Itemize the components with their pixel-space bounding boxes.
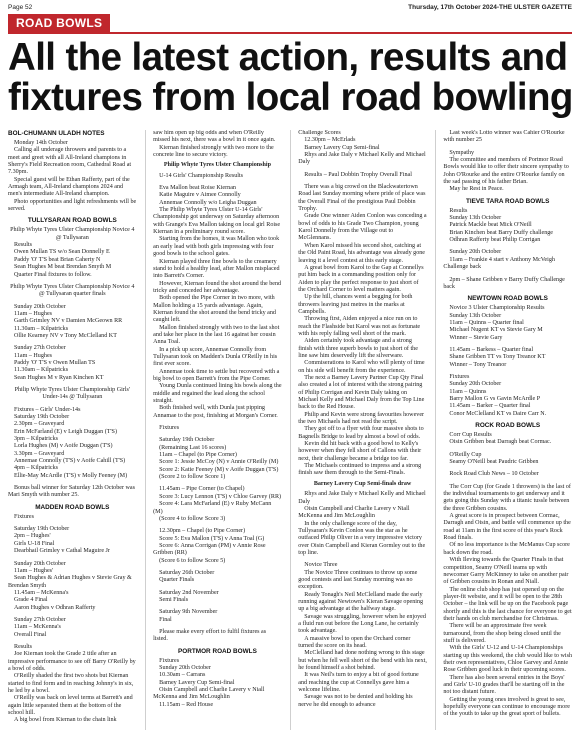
col2-text: Saturday 26th October	[159, 569, 215, 576]
col4-text: There will be an approximate five week turnaround, from the shop being closed until the stuff is delivered.	[443, 623, 561, 644]
column-2	[153, 130, 282, 730]
col2-text: Kiernan finished strongly with two more to the concrete line to secure victory.	[153, 144, 274, 159]
col2-text: Kiernan played three fine bowls to the creamery stand to hold a healthy lead, after Mallon misplaced into Barrett's Corner.	[153, 258, 280, 280]
col2-text: (Remaining Last 16 scores)	[159, 444, 227, 451]
col1-text: Dearbhail Grimley v Cathal Maguire Jr	[14, 548, 110, 555]
col3-text: Challenge Scores	[298, 130, 341, 136]
col3-text: A great bowl from Karol to the Gap at Connellys put him back in a commanding position only for Aiden to play the perfect response to just short of the Orchard Corner to level matters again.	[298, 264, 424, 293]
col4-text: Rock Road Club News – 10 October	[449, 471, 539, 478]
col1-text: Philip Whyte Tyres Ulster Championship Girls' Under-14s @ Tullysaran	[14, 386, 130, 401]
col1-text: Joe Kiernan took the Grade 2 title after an impressive performance to see off Barry O'Reilly by a bowl of odds.	[8, 651, 136, 672]
col4-text: Winner – Tony Treanor	[449, 361, 507, 368]
col4-text: Fixtures	[449, 373, 470, 380]
col1-text: Saturday 19th October	[14, 414, 70, 420]
col2-text: Score 3: Lucy Lennon (T'S) v Chloe Garvey (RR)	[159, 493, 282, 500]
col4-text: Michael Nugent KT vs Stevie Gary M	[449, 327, 543, 334]
col4-text: Odhran Rafferty beat Philip Corrigan	[449, 237, 541, 244]
col2-text: Score 2: Katie Feeney (M) v Aoife Duggan (T'S)	[159, 466, 279, 473]
col2-text: Mallon finished strongly with two to the last shot and take her place in the last 16 against her cousin Anna Toal.	[153, 324, 280, 346]
col1-text: Fixtures – Girls' Under-14s	[14, 406, 81, 413]
col1-text: 11.30am – Kilpatricks	[14, 325, 69, 332]
column-1	[8, 130, 137, 730]
col1-text: Philip Whyte Tyres Ulster Championship Novice 4 @ Tullysaran	[10, 227, 135, 241]
col1-text: 3pm – Kilpatricks	[14, 436, 59, 443]
col2-text: (Score 6 to follow Score 5)	[159, 557, 226, 564]
col3-text: Rhys and Jake Daly v Michael Kelly and Michael Daly	[298, 152, 426, 166]
col2-text: However, Kiernan found the shot around the bend tricky and conceded her advantage.	[153, 280, 282, 294]
col2-text: (Score 4 to follow Score 3)	[159, 515, 226, 522]
col2-text: saw him open up big odds and when O'Reilly missed his next, there was a bowl in it once again.	[153, 130, 276, 144]
col2-text: 11.45am – Pipe Corner (to Chapel)	[159, 486, 245, 493]
col1-text: Paddy 'O' T'S beat Brian Caherty N	[14, 256, 101, 263]
section-rule	[8, 32, 572, 34]
col1-text: A big bowl from Kiernan to the chain link	[14, 717, 117, 724]
col3-text: Commiserations to Karol who will plenty of time on his side will benefit from the experience.	[298, 360, 425, 374]
col4-text: Of no less importance is the McManus Cup score back down the road.	[443, 542, 570, 556]
col2-text: Young Dunla continued lining his bowls along the middle and regained the lead along the school straight.	[153, 383, 282, 405]
col2-text: Barney Lavery Cup Semi-final	[159, 679, 235, 686]
col3-text: 12.30pm – McErlads	[304, 137, 356, 144]
col2-text: Score 4: Lara McFarland (E) v Ruby McCann (M)	[153, 501, 272, 515]
col4-text: The Corr Cup (for Grade 1 throwers) is the last of the individual tournaments to get underway and it gets going this Sunday with a titanic tussle between the three Gribben cousins.	[443, 483, 571, 512]
column-3	[298, 130, 427, 730]
col2-text: Saturday 2nd November	[159, 589, 219, 596]
col3-text: In the only challenge score of the day, Tullysaran's Kevin Conlon was the star as he outfaced Philip Oliver in a very impressive victory over Oisin Campbell and Kieran Gormley out to the top line.	[298, 520, 426, 556]
col1-text: O'Reilly was back on level terms at Barrett's and again little separated them at the bottom of the school hill.	[8, 695, 133, 717]
col1-text: 11am – Hughes	[14, 310, 53, 317]
col2-text: Eva Mallon beat Roise Kiernan	[159, 185, 236, 192]
col1-text: 2.30pm – Graveyard	[14, 421, 65, 428]
col4-text: 11am – Quinns – Quarter final	[449, 319, 524, 326]
col2-text: Semi Finals	[159, 596, 189, 603]
col4-text: Sunday 13th October	[449, 215, 502, 222]
col3-text: Kevin did hit back with a good bowl to Kelly's however when they fell short of Callons with their next, their challenge became a bridge too far.	[298, 441, 422, 462]
heading-bol-chumann: BOL-CHUMANN ULADH NOTES	[8, 130, 105, 137]
col4-text: 11am – Frankie 4 start v Anthony McVeigh Challenge back	[443, 256, 555, 271]
col3-text: The Michaels continued to impress and a strong finish saw them through to the Semi-Finals.	[298, 463, 422, 477]
col2-text: Saturday 9th November	[159, 609, 218, 616]
col1-text: Calling all underage throwers and parents to a meet and greet with all All-Ireland champions in Sherry's Field Recreation room, Cathedral Road at 7.30pm.	[8, 147, 132, 176]
col4-text: Barry Mallon G vs Gavin McArdle P	[449, 395, 541, 402]
col1-text: Philip Whyte Tyres Ulster Championship Novice 4 @ Tullysaran quarter finals	[10, 283, 135, 298]
col3-text: Rhys and Jake Daly v Michael Kelly and Michael Daly	[298, 491, 426, 505]
headline-line-2: fixtures from local road bowling	[8, 76, 573, 119]
page-header	[8, 2, 572, 12]
col2-text: Annemae took time to settle but recovered with a big bowl to open Barrett's from the Pipe Corner.	[153, 368, 280, 382]
col3-text: A massive bowl to open the Orchard corner turned the score on its head.	[298, 635, 411, 650]
col1-text: Sean Hughes M beat Brendan Smyth M	[14, 264, 112, 271]
col4-text: Corr Cup Results	[449, 432, 492, 438]
col1-text: Results	[14, 643, 32, 650]
headline-line-1: All the latest action, results and	[8, 36, 568, 79]
col2-text: 10.30am – Carrans	[159, 672, 206, 679]
col3-text: Philip and Kevin were strong favourites however the two Michaels had not read the script.	[298, 411, 425, 426]
col1-text: Erin McFarland (E) v Leigh Duggan (T'S)	[14, 428, 117, 435]
col3-text: Savage was not to be denied and holding his nerve he did enough to advance	[298, 694, 413, 708]
col4-text: Oisin Gribben beat Darragh beat Cormac.	[449, 439, 552, 446]
col1-text: Girls U-18 Final	[14, 540, 55, 547]
col3-text: There was a big crowd on the Blackwatertown Road last Sunday morning where pride of place was the Overall Final of the prestigious Paul Dobbin Trophy.	[298, 184, 426, 213]
col3-text: Barney Lavery Cup Semi-final	[304, 144, 380, 151]
col3-text: The Novice Three continues to throw up some good contests and last Sunday morning was no exception.	[298, 569, 418, 591]
col2-text: U-14 Girls' Championship Results	[159, 172, 243, 179]
col1-text: Bonus ball winner for Saturday 12th October was Mari Smyth with number 25.	[8, 485, 136, 499]
col1-text: Overall Final	[14, 631, 47, 638]
column-divider	[435, 130, 436, 730]
col3-text: Savage was struggling, however when he enjoyed a fluid run out before the Long Lane, he certainly took advantage.	[298, 613, 426, 635]
col1-text: Aaron Hughes v Odhran Rafferty	[14, 604, 96, 611]
heading-madden: MADDEN ROAD BOWLS	[35, 503, 110, 511]
col4-text: Shane Gribben TT vs Tony Treanor KT	[449, 354, 546, 361]
col2-text: Saturday 19th October	[159, 437, 215, 444]
col1-text: Sunday 27th October	[14, 616, 66, 623]
col1-text: Monday 14th October	[14, 140, 68, 146]
col1-text: Sean Hughes & Adrian Hughes v Stevie Gray & Brendan Smyth	[8, 575, 132, 589]
col1-text: 2pm – Hughes'	[14, 533, 51, 540]
heading-portmor: PORTMOR ROAD BOWLS	[178, 647, 257, 655]
col1-text: Sunday 20th October	[14, 560, 66, 567]
headline	[8, 38, 572, 118]
col2-text: Both finished well, with Dunla just pipping Annamae to the post, finishing at Morgan's Corner.	[153, 405, 278, 419]
column-divider	[145, 130, 146, 730]
col2-text: In a pick up score, Annemae Connolly from Tullysaran took on Madden's Dunla O'Reilly in his first ever score.	[153, 346, 278, 368]
col3-text: Aiden certainly took advantage and a strong finish with three superb bowls to just short of the line saw him deservedly lift the silverware.	[298, 338, 418, 359]
col1-text: 11.45am – McKenna's	[14, 589, 69, 596]
col4-text: Novice 3 Ulster Championship Results	[449, 305, 545, 312]
col1-text: Ellie-May McArdle (T'S) v Molly Feeney (M)	[14, 472, 128, 479]
col1-text: 11am – Hughes	[14, 352, 53, 359]
col1-text: Saturday 19th October	[14, 526, 70, 533]
col3-text: Results – Paul Dobbin Trophy Overall Final	[304, 171, 412, 178]
col1-text: 11am – Hughes'	[14, 567, 54, 574]
col1-text: Garth Grimley NV v Damien McGeown RR	[14, 318, 123, 325]
col4-text: The committee and members of Portmor Road Bowls would like to offer their sincere sympathy to John O'Rourke and the entire O'Rourke family on the sad passing of his father Brian.	[443, 157, 569, 186]
col3-text: They got off to a flyer with four massive shots to Bagnells Bridge to lead by almost a bowl of odds.	[298, 426, 424, 440]
col1-text: 4pm – Kilpatricks	[14, 465, 59, 472]
column-4	[443, 130, 572, 730]
col4-text: With the Girls' U-12 and U-14 Championships starting up this weekend, the club would like to wish their own representatives, Chloe Garvey and Annie Rose Gribben good luck in their upcoming scores.	[443, 645, 572, 674]
col4-text: The online club shop has just opened up on the player-fit website, and it will be open to the 28th October – the link will be up on the Facebook page shortly and this is the last chance for everyone to get their hands on club merchandise for Christmas.	[443, 586, 572, 622]
col3-text: Oisin Campbell and Charlie Lavery v Niall McKenna and Jim McLoughlin	[298, 505, 410, 520]
col2-text: Oisin Campbell and Charlie Lavery v Niall McKenna and Jim McLoughlin	[153, 687, 265, 701]
heading-newtown: NEWTOWN ROAD BOWLS	[467, 295, 548, 303]
col3-text: Throwing first, Aiden enjoyed a nice run on to reach the Flashside but Karol was not as fortunate with his reply falling well short of the mark.	[298, 316, 421, 337]
col2-text: Score 6: Anna Corrigan (PM) v Annie Rose Gribben (RR)	[153, 542, 266, 557]
col2-text: Please make every effort to fulfil fixtures as listed.	[153, 628, 267, 643]
col3-text: Up the hill, chances went a begging for both throwers leaving just metres in the marks at Campbells.	[298, 294, 413, 315]
col2-text: Annemae Connolly w/o Leigha Duggan	[159, 199, 257, 206]
issue-date: Thursday, 17th October 2024-THE ULSTER GAZETTE	[408, 3, 572, 11]
col2-text: The Philip Whyte Tyres Ulster U-14 Girls' Championship got underway on Saturday afternoon with Grange's Eva Mallon taking on local girl Roise Kiernan in a preliminary round score.	[153, 207, 281, 236]
col2-text: Katie Maguire v Aimee Connolly	[159, 192, 241, 199]
col2-text: Both opened the Pipe Corner in two more, with Mallon holding a 15 yards advantage. Again, Kiernan found the shot around the bend tricky and caught left.	[153, 295, 276, 324]
page-number: Page 52	[8, 3, 33, 11]
col3-text: It was Neil's turn to enjoy a bit of good fortune and reaching the cup at Connellys gave him a welcome lifeline.	[298, 672, 419, 694]
col1-text: Grade 4 Final	[14, 597, 48, 604]
col2-text: Starting from the homes, it was Mallon who took an early lead with both girls impressing with four good bowls to the school gates.	[153, 236, 280, 258]
col1-text: 3.30pm – Graveyard	[14, 450, 65, 457]
col2-text: Fixtures	[159, 425, 180, 432]
col1-text: 11am – McKenna's	[14, 624, 61, 631]
col2-text: 11am – Chapel (to Pipe Corner)	[159, 452, 237, 459]
col2-text: 11.15am – Red House	[159, 701, 214, 708]
heading-rock-road: ROCK ROAD BOWLS	[475, 422, 541, 429]
col3-text: Novice Three	[304, 562, 338, 569]
col1-text: Sean Hughes M v Ryan Kinchen KT	[14, 374, 104, 381]
col1-text: O'Reilly shaded the first two shots but Kiernan started to find form and in reaching Johnny's in six, he led by a bowl.	[8, 673, 134, 694]
col3-text: When Karol missed his second shot, catching at the Old Paint Road, his advantage was already gone leaving it a level contest at this early stage.	[298, 242, 425, 264]
col4-text: With Ileving towards the Quarter Finals in that competition, Seamy O'Neill teams up with newcomer Garry McKinney to take on another pair of Gribben cousins in Ronan and Niall.	[443, 557, 569, 586]
heading-tieve-tara: TIEVE TARA ROAD BOWLS	[465, 197, 550, 205]
col4-text: Conor McClelland KT vs Daire Carr N.	[449, 410, 547, 417]
heading-tullysaran: TULLYSARAN ROAD BOWLS	[27, 217, 117, 225]
column-divider	[290, 130, 291, 730]
col1-text: Annemae Connolly (T'S) v Aoife Cahill (T'S)	[14, 458, 126, 465]
col4-text: Results	[449, 207, 468, 214]
subheading-ulster-championship: Philip Whyte Tyres Ulster Championship	[163, 162, 271, 169]
col4-text: 11.45am – Barker – Quarter final	[449, 403, 531, 410]
col1-text: Quarter Final fixtures to follow.	[14, 271, 92, 278]
col4-text: Winner – Stevie Gary	[449, 334, 503, 341]
col1-text: Ollie Kearney NV v Tony McClelland KT	[14, 332, 117, 339]
col1-text: Photo opportunities and light refreshments will be served.	[8, 198, 137, 213]
col4-text: Patrick Mackle beat Mick O'Neill	[449, 222, 532, 229]
col2-text: Quarter Finals	[159, 577, 195, 584]
col1-text: Special guest will be Ethan Rafferty, part of the Armagh team, All-Ireland champions 2024 and men's intermediate All-Ireland champion.	[8, 176, 130, 198]
col4-text: There has also been several entries in the Boys' and Girls' U-10 grades that'll be starting off in the not too distant future.	[443, 674, 565, 696]
col1-text: Lorla Hughes (M) v Aoife Duggan (T'S)	[14, 443, 113, 450]
col2-text: (Score 2 to follow Score 1)	[159, 474, 226, 481]
col4-text: May he Rest in Peace.	[449, 186, 504, 193]
section-label: ROAD BOWLS	[8, 14, 110, 32]
col4-text: Sunday 20th October	[449, 381, 502, 388]
col2-text: Fixtures	[159, 657, 180, 664]
col3-text: The next a Barney Lavery Partner Cup Qty Final also created a lot of interest with the strong pairing of Philip Corrigan and Kevin Daly taking on Michael Kelly and Michael Daly from the Top Line back to the Red House.	[298, 375, 425, 411]
col4-text: Getting the young ones involved is great to see, hopefully everyone can continue to encourage more of the youth to take up the great sport of bullets.	[443, 696, 570, 718]
col1-text: Paddy 'O' T'S v Owen Mullan TS	[14, 359, 96, 366]
col2-text: Sunday 20th October	[159, 665, 211, 671]
col1-text: 11.30am – Kilpatricks	[14, 367, 69, 374]
col2-text: 12.30pm – Chapel (to Pipe Corner)	[159, 528, 246, 535]
col4-text: O'Reilly Cup	[449, 451, 482, 458]
col2-text: Score 1: Jessie McCoy (N) v Annie O'Reilly (M)	[159, 459, 279, 466]
col4-text: 11am – Quinns	[449, 388, 487, 395]
col4-text: Brian Kinchen beat Barry Duffy challenge	[449, 229, 553, 236]
article-columns	[8, 130, 572, 730]
col1-text: Owen Mullan TS w/o Sean Donnelly E	[14, 249, 110, 256]
col2-text: Final	[159, 616, 172, 623]
col2-text: Score 5: Eva Mallon (T'S) v Anna Toal (G)	[159, 535, 265, 542]
col4-text: Last week's Lotto winner was Cahier O'Rourke with number 25	[443, 130, 565, 144]
col3-text: McClelland had done nothing wrong to this stage but when he fell well short of the bend with his next, he found himself a shot behind.	[298, 650, 427, 672]
subheading-semi-finals-draw: Barney Lavery Cup Semi-finals draw	[313, 480, 412, 487]
col3-text: Grade One winner Aiden Conlon was conceding a bowl of odds to his Grade Two Champion, young Karol Donnelly from the Village out to McGlennans.	[298, 213, 427, 242]
col4-text: A great score is in prospect between Cormac, Darragh and Oisin, and battle will commence up the road at 11am in the first score of this year's Rock Road finals.	[443, 513, 571, 542]
col1-text: Results	[14, 242, 32, 249]
col4-text: 2pm – Shane Gribben v Barry Duffy Challenge back	[443, 276, 565, 290]
col4-text: Seamy O'Neill beat Paudric Gribben	[449, 459, 539, 466]
col4-text: Sunday 13th October	[449, 312, 502, 319]
col4-text: Sunday 20th October	[449, 249, 502, 256]
col1-text: Sunday 27th October	[14, 345, 66, 352]
col3-text: Ready Tonagh's Neil McClelland made the early running against Newtown's Kieran Savage opening up a big advantage at the halfway stage.	[298, 591, 424, 613]
col4-text: 11.45am – Barkess – Quarter final	[449, 346, 534, 353]
col4-text: Sympathy	[449, 149, 475, 156]
col1-text: Fixtures	[14, 513, 34, 520]
col1-text: Sunday 20th October	[14, 303, 66, 310]
